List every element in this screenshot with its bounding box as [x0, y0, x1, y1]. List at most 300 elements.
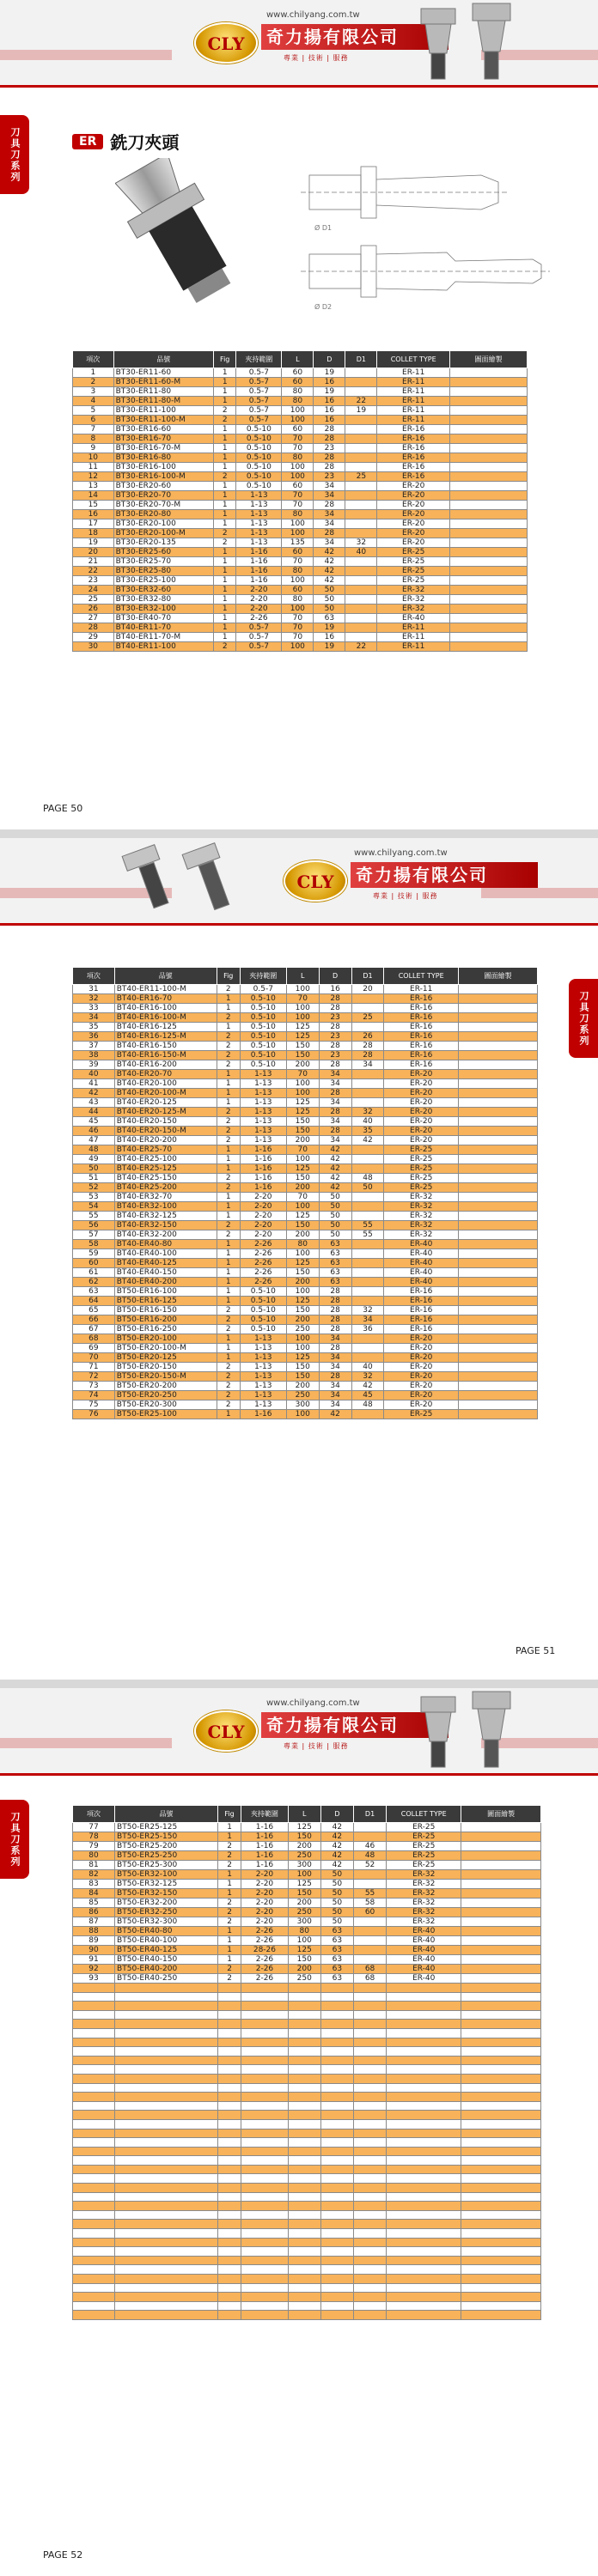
- table-cell: 82: [73, 1870, 115, 1880]
- table-cell: 1: [217, 1202, 240, 1212]
- table-cell: 21: [73, 557, 114, 567]
- page-number: PAGE 52: [43, 2549, 83, 2561]
- table-cell: [115, 2184, 218, 2193]
- table-cell: 63: [320, 1946, 353, 1955]
- table-cell: [320, 2119, 353, 2129]
- table-cell: [458, 1344, 537, 1353]
- table-cell: BT30-ER20-80: [113, 510, 213, 519]
- table-cell: [320, 2229, 353, 2239]
- table-cell: [461, 2028, 541, 2038]
- table-cell: ER-25: [377, 576, 450, 586]
- table-cell: 23: [319, 1032, 351, 1042]
- table-cell: [320, 2093, 353, 2102]
- table-cell: 0.5-10: [240, 1032, 286, 1042]
- table-cell: 100: [282, 406, 314, 416]
- table-cell: 18: [73, 529, 114, 538]
- table-cell: 1: [214, 387, 236, 397]
- table-cell: [217, 2083, 241, 2093]
- table-cell: [345, 510, 377, 519]
- table-cell: [353, 2147, 386, 2156]
- table-cell: [458, 1230, 537, 1240]
- column-header[interactable]: COLLET TYPE: [384, 968, 459, 985]
- table-cell: 135: [282, 538, 314, 548]
- column-header[interactable]: 項次: [73, 351, 114, 368]
- table-cell: [115, 1992, 218, 2002]
- table-cell: [288, 2028, 320, 2038]
- table-cell: [345, 463, 377, 472]
- table-cell: ER-32: [387, 1880, 461, 1889]
- column-header[interactable]: D1: [351, 968, 384, 985]
- table-cell: [73, 2020, 115, 2029]
- table-cell: 2-26: [240, 1240, 286, 1249]
- table-cell: [450, 576, 528, 586]
- table-cell: 1: [214, 557, 236, 567]
- table-cell: [345, 586, 377, 595]
- column-header[interactable]: 夾持範圍: [241, 1806, 289, 1823]
- table-cell: 28: [314, 453, 345, 463]
- table-cell: 50: [320, 1899, 353, 1908]
- column-header[interactable]: Fig: [217, 1806, 241, 1823]
- table-cell: 200: [288, 1965, 320, 1974]
- table-cell: [217, 2138, 241, 2148]
- table-cell: 0.5-7: [236, 623, 282, 633]
- company-name: 奇力揚有限公司: [351, 862, 538, 888]
- table-cell: [288, 2101, 320, 2111]
- table-cell: [351, 1353, 384, 1363]
- table-cell: [217, 2119, 241, 2129]
- table-cell: 50: [319, 1193, 351, 1202]
- company-slogan: 專業 | 技術 | 服務: [284, 54, 349, 62]
- table-cell: [458, 1249, 537, 1259]
- table-cell: [461, 1899, 541, 1908]
- table-row: [73, 614, 528, 623]
- table-row: [73, 1240, 538, 1249]
- table-cell: 80: [282, 397, 314, 406]
- table-cell: [450, 567, 528, 576]
- table-cell: 2: [214, 472, 236, 482]
- table-cell: 2: [217, 1363, 240, 1372]
- table-cell: [241, 2138, 289, 2148]
- table-cell: BT30-ER16-70-M: [113, 444, 213, 453]
- table-cell: [345, 425, 377, 434]
- table-cell: 28: [319, 1372, 351, 1382]
- table-cell: [387, 2256, 461, 2265]
- table-cell: [217, 2293, 241, 2302]
- table-row: [73, 519, 528, 529]
- table-cell: 0.5-10: [240, 1060, 286, 1070]
- table-cell: ER-32: [384, 1193, 459, 1202]
- column-header[interactable]: D1: [345, 351, 377, 368]
- table-cell: 40: [345, 548, 377, 557]
- table-cell: 1: [214, 397, 236, 406]
- table-cell: [450, 463, 528, 472]
- column-header[interactable]: 項次: [73, 968, 115, 985]
- table-cell: ER-40: [377, 614, 450, 623]
- table-cell: [73, 2256, 115, 2265]
- category-tab[interactable]: 刀具刀系列: [0, 115, 29, 194]
- table-cell: 125: [286, 1297, 319, 1306]
- table-cell: [450, 529, 528, 538]
- category-tab[interactable]: 刀具刀系列: [569, 979, 598, 1058]
- table-cell: [73, 2093, 115, 2102]
- table-cell: BT30-ER16-80: [113, 453, 213, 463]
- table-row: [73, 1946, 541, 1955]
- company-logo: CLY: [194, 22, 258, 64]
- website-url[interactable]: www.chilyang.com.tw: [266, 1698, 360, 1708]
- table-cell: [351, 1287, 384, 1297]
- table-cell: 34: [319, 1136, 351, 1145]
- table-cell: 50: [314, 605, 345, 614]
- table-cell: BT40-ER32-70: [114, 1193, 217, 1202]
- table-cell: ER-20: [384, 1127, 459, 1136]
- table-cell: 150: [286, 1306, 319, 1315]
- table-cell: 1-13: [240, 1353, 286, 1363]
- table-cell: [450, 472, 528, 482]
- table-cell: ER-16: [384, 1042, 459, 1051]
- table-cell: [450, 519, 528, 529]
- table-cell: 63: [320, 1965, 353, 1974]
- website-url[interactable]: www.chilyang.com.tw: [266, 10, 360, 20]
- table-cell: 50: [320, 1889, 353, 1899]
- table-cell: 80: [282, 567, 314, 576]
- table-cell: [387, 2192, 461, 2202]
- table-cell: [73, 2065, 115, 2075]
- empty-table-row: [73, 2184, 541, 2193]
- table-cell: [217, 2184, 241, 2193]
- catalog-page-52: [0, 1688, 598, 2576]
- table-cell: 1: [214, 434, 236, 444]
- column-header[interactable]: Fig: [214, 351, 236, 368]
- table-row: [73, 623, 528, 633]
- table-cell: 1: [217, 1145, 240, 1155]
- table-row: [73, 1098, 538, 1108]
- table-cell: [458, 1259, 537, 1268]
- table-cell: [345, 614, 377, 623]
- table-cell: ER-16: [384, 1306, 459, 1315]
- table-cell: BT50-ER32-100: [115, 1870, 218, 1880]
- table-cell: [320, 2192, 353, 2202]
- table-cell: [461, 1823, 541, 1832]
- table-cell: [458, 1202, 537, 1212]
- table-cell: [458, 1278, 537, 1287]
- table-cell: ER-16: [384, 994, 459, 1004]
- table-cell: [345, 605, 377, 614]
- table-cell: 150: [286, 1042, 319, 1051]
- table-cell: [458, 1334, 537, 1344]
- column-header[interactable]: 夾持範圍: [236, 351, 282, 368]
- table-cell: 1-13: [240, 1372, 286, 1382]
- table-cell: [387, 2111, 461, 2120]
- table-cell: ER-25: [377, 557, 450, 567]
- table-cell: 0.5-7: [236, 416, 282, 425]
- table-cell: [320, 1984, 353, 1993]
- table-cell: [115, 2283, 218, 2293]
- table-cell: 2-26: [240, 1268, 286, 1278]
- column-header[interactable]: 品號: [115, 1806, 218, 1823]
- table-cell: ER-16: [377, 425, 450, 434]
- table-cell: BT40-ER16-125: [114, 1023, 217, 1032]
- section-name: 銑刀夾頭: [110, 132, 180, 153]
- table-cell: ER-20: [384, 1089, 459, 1098]
- table-cell: 29: [73, 633, 114, 642]
- table-cell: 125: [286, 1023, 319, 1032]
- table-cell: [450, 623, 528, 633]
- table-cell: 42: [351, 1382, 384, 1391]
- column-header[interactable]: D1: [353, 1806, 386, 1823]
- column-header[interactable]: COLLET TYPE: [387, 1806, 461, 1823]
- table-row: [73, 472, 528, 482]
- table-cell: 1: [217, 1353, 240, 1363]
- table-cell: 1: [214, 567, 236, 576]
- table-cell: 89: [73, 1936, 115, 1946]
- table-cell: [288, 2083, 320, 2093]
- section-badge: ER: [72, 134, 103, 149]
- table-cell: [115, 2138, 218, 2148]
- table-cell: 24: [73, 586, 114, 595]
- table-cell: [288, 2238, 320, 2247]
- table-cell: 34: [319, 1079, 351, 1089]
- table-cell: [73, 2311, 115, 2320]
- table-cell: 2-20: [241, 1899, 289, 1908]
- empty-table-row: [73, 2129, 541, 2138]
- table-row: [73, 397, 528, 406]
- table-cell: [461, 2020, 541, 2029]
- table-cell: [450, 557, 528, 567]
- table-cell: [217, 1984, 241, 1993]
- table-cell: ER-40: [384, 1278, 459, 1287]
- table-cell: 56: [73, 1221, 115, 1230]
- table-cell: [115, 2174, 218, 2184]
- table-cell: 60: [73, 1259, 115, 1268]
- table-cell: BT50-ER20-150: [114, 1363, 217, 1372]
- table-cell: [345, 453, 377, 463]
- table-cell: [450, 387, 528, 397]
- table-cell: 50: [351, 1183, 384, 1193]
- table-row: [73, 1936, 541, 1946]
- table-cell: ER-11: [377, 623, 450, 633]
- table-cell: BT30-ER25-100: [113, 576, 213, 586]
- table-cell: 32: [351, 1306, 384, 1315]
- table-cell: [345, 529, 377, 538]
- table-cell: [458, 994, 537, 1004]
- column-header[interactable]: 項次: [73, 1806, 115, 1823]
- table-row: [73, 482, 528, 491]
- table-cell: [73, 2275, 115, 2284]
- table-cell: 57: [73, 1230, 115, 1240]
- table-cell: [320, 2138, 353, 2148]
- column-header[interactable]: L: [282, 351, 314, 368]
- table-cell: 2: [217, 1127, 240, 1136]
- website-url[interactable]: www.chilyang.com.tw: [354, 848, 448, 858]
- column-header[interactable]: 圖面繪製: [450, 351, 528, 368]
- table-cell: [115, 1984, 218, 1993]
- table-cell: [288, 2220, 320, 2229]
- table-cell: 1-13: [240, 1079, 286, 1089]
- table-cell: 2: [217, 1899, 241, 1908]
- column-header[interactable]: 夾持範圍: [240, 968, 286, 985]
- table-cell: 34: [319, 1098, 351, 1108]
- table-cell: 34: [351, 1315, 384, 1325]
- table-cell: ER-16: [377, 453, 450, 463]
- table-cell: [241, 2038, 289, 2047]
- table-cell: 23: [319, 1051, 351, 1060]
- table-cell: ER-32: [387, 1870, 461, 1880]
- table-cell: [115, 2202, 218, 2211]
- table-cell: ER-20: [377, 510, 450, 519]
- table-cell: 19: [314, 623, 345, 633]
- table-cell: BT50-ER40-100: [115, 1936, 218, 1946]
- table-cell: 0.5-7: [236, 397, 282, 406]
- table-cell: [353, 2038, 386, 2047]
- table-cell: ER-16: [384, 1032, 459, 1042]
- table-cell: [288, 2256, 320, 2265]
- empty-table-row: [73, 2229, 541, 2239]
- tool-holders-image: [318, 1690, 524, 1772]
- column-header[interactable]: Fig: [217, 968, 240, 985]
- table-cell: 0.5-10: [240, 1287, 286, 1297]
- table-cell: 20: [73, 548, 114, 557]
- column-header[interactable]: 品號: [114, 968, 217, 985]
- table-cell: 2-26: [241, 1974, 289, 1984]
- table-cell: [217, 2002, 241, 2011]
- table-cell: 2-20: [241, 1880, 289, 1889]
- table-cell: 2-20: [240, 1193, 286, 1202]
- table-cell: 55: [351, 1221, 384, 1230]
- column-header[interactable]: L: [286, 968, 319, 985]
- table-cell: [115, 2020, 218, 2029]
- table-cell: 28: [319, 1089, 351, 1098]
- table-cell: 100: [286, 1287, 319, 1297]
- table-cell: BT40-ER11-70-M: [113, 633, 213, 642]
- table-cell: BT50-ER16-250: [114, 1325, 217, 1334]
- table-cell: 2: [214, 529, 236, 538]
- table-cell: 300: [288, 1861, 320, 1870]
- table-cell: 2-20: [240, 1212, 286, 1221]
- table-cell: [387, 2129, 461, 2138]
- table-cell: 1-13: [240, 1089, 286, 1098]
- table-cell: [461, 1832, 541, 1842]
- table-cell: [288, 2265, 320, 2275]
- table-cell: 45: [73, 1117, 115, 1127]
- table-cell: 70: [282, 501, 314, 510]
- table-row: [73, 416, 528, 425]
- table-cell: 34: [351, 1060, 384, 1070]
- table-cell: [320, 2174, 353, 2184]
- table-cell: BT50-ER20-300: [114, 1400, 217, 1410]
- table-cell: [73, 2247, 115, 2257]
- table-cell: 40: [73, 1070, 115, 1079]
- header-rule: [0, 1773, 598, 1776]
- category-tab[interactable]: 刀具刀系列: [0, 1800, 29, 1879]
- column-header[interactable]: D: [320, 1806, 353, 1823]
- table-cell: ER-40: [387, 1955, 461, 1965]
- table-cell: 150: [288, 1955, 320, 1965]
- table-cell: [320, 2293, 353, 2302]
- column-header[interactable]: D: [319, 968, 351, 985]
- table-cell: ER-40: [387, 1965, 461, 1974]
- table-cell: 73: [73, 1382, 115, 1391]
- table-cell: 1-16: [240, 1145, 286, 1155]
- table-cell: BT50-ER20-200: [114, 1382, 217, 1391]
- column-header[interactable]: COLLET TYPE: [377, 351, 450, 368]
- table-cell: 35: [351, 1127, 384, 1136]
- table-cell: 2-20: [241, 1889, 289, 1899]
- table-cell: ER-32: [387, 1889, 461, 1899]
- table-cell: 50: [73, 1164, 115, 1174]
- column-header[interactable]: 圖面繪製: [458, 968, 537, 985]
- table-cell: 1: [217, 1297, 240, 1306]
- table-cell: 13: [73, 482, 114, 491]
- column-header[interactable]: 品號: [113, 351, 213, 368]
- table-cell: 32: [351, 1108, 384, 1117]
- table-cell: 2-20: [236, 595, 282, 605]
- table-cell: [115, 2002, 218, 2011]
- table-cell: [345, 557, 377, 567]
- table-row: [73, 1861, 541, 1870]
- column-header[interactable]: 圖面繪製: [461, 1806, 541, 1823]
- empty-table-row: [73, 2093, 541, 2102]
- table-cell: 0.5-7: [236, 406, 282, 416]
- table-cell: ER-16: [384, 1315, 459, 1325]
- empty-table-row: [73, 2311, 541, 2320]
- table-cell: 67: [73, 1325, 115, 1334]
- table-cell: 250: [286, 1391, 319, 1400]
- table-cell: ER-20: [384, 1400, 459, 1410]
- table-cell: 150: [286, 1363, 319, 1372]
- table-cell: [320, 2247, 353, 2257]
- table-cell: BT40-ER16-200: [114, 1060, 217, 1070]
- table-cell: 36: [73, 1032, 115, 1042]
- table-cell: 50: [319, 1230, 351, 1240]
- table-cell: [288, 2056, 320, 2065]
- table-cell: 51: [73, 1174, 115, 1183]
- table-cell: 60: [353, 1908, 386, 1917]
- table-cell: ER-32: [377, 605, 450, 614]
- header-rule: [0, 923, 598, 926]
- table-row: [73, 1155, 538, 1164]
- table-cell: 43: [73, 1098, 115, 1108]
- table-cell: [320, 2265, 353, 2275]
- table-cell: [73, 1984, 115, 1993]
- table-cell: 2: [217, 1117, 240, 1127]
- table-cell: [458, 1108, 537, 1117]
- column-header[interactable]: L: [288, 1806, 320, 1823]
- table-cell: [458, 985, 537, 994]
- table-cell: ER-40: [387, 1974, 461, 1984]
- table-cell: 100: [282, 642, 314, 652]
- table-cell: [115, 2275, 218, 2284]
- table-cell: 80: [282, 595, 314, 605]
- table-cell: 42: [314, 576, 345, 586]
- table-cell: BT40-ER16-150-M: [114, 1051, 217, 1060]
- table-cell: [450, 406, 528, 416]
- table-cell: [351, 1249, 384, 1259]
- table-cell: BT50-ER16-125: [114, 1297, 217, 1306]
- table-cell: [458, 1013, 537, 1023]
- table-cell: [345, 623, 377, 633]
- table-cell: 0.5-10: [236, 453, 282, 463]
- table-cell: [461, 2174, 541, 2184]
- table-cell: [73, 2074, 115, 2083]
- table-cell: 40: [351, 1117, 384, 1127]
- table-cell: [461, 2093, 541, 2102]
- table-cell: [288, 2156, 320, 2166]
- table-cell: [345, 633, 377, 642]
- column-header[interactable]: D: [314, 351, 345, 368]
- table-cell: [458, 1051, 537, 1060]
- table-cell: 0.5-10: [236, 425, 282, 434]
- table-cell: [353, 2002, 386, 2011]
